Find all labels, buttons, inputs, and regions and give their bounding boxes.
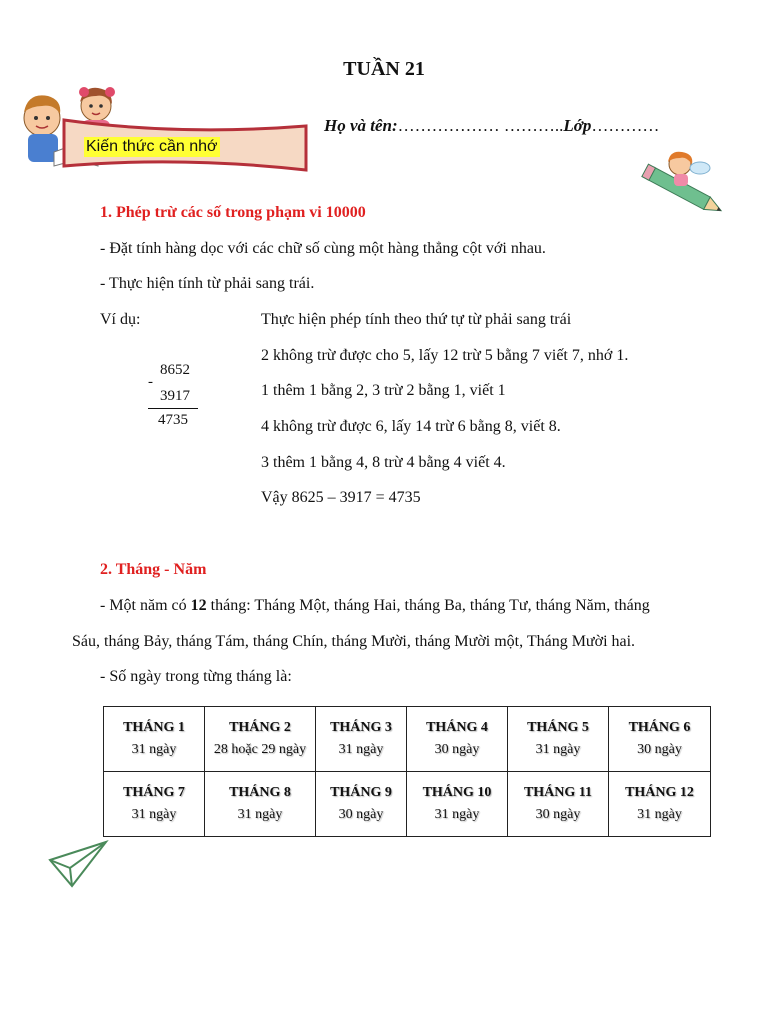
month-name: THÁNG 10 <box>422 785 492 800</box>
month-name: THÁNG 11 <box>523 785 593 800</box>
table-cell <box>104 707 205 772</box>
month-name: THÁNG 8 <box>229 785 291 800</box>
month-name: THÁNG 9 <box>330 785 392 800</box>
table-cell <box>316 772 407 837</box>
calc-minus-sign: - <box>148 374 153 390</box>
page-title: TUẦN 21 <box>343 58 425 80</box>
name-label: Họ và tên: <box>324 116 398 135</box>
rule-line-2: - Thực hiện tính từ phải sang trái. <box>100 275 315 292</box>
paper-plane-icon <box>48 838 110 890</box>
months-line-3: - Số ngày trong từng tháng là: <box>100 668 292 685</box>
section1-heading: 1. Phép trừ các số trong phạm vi 10000 <box>100 204 366 221</box>
month-name: THÁNG 4 <box>426 720 488 735</box>
step-line: Thực hiện phép tính theo thứ tự từ phải sang trái <box>261 311 572 328</box>
month-count: 12 <box>190 597 207 614</box>
month-days: 30 ngày <box>535 807 581 822</box>
month-name: THÁNG 3 <box>330 720 392 735</box>
step-conclusion: Vậy 8625 – 3917 = 4735 <box>261 489 421 506</box>
month-days: 31 ngày <box>237 807 283 822</box>
calc-minuend: 8652 <box>160 362 190 378</box>
months-line-2: Sáu, tháng Bảy, tháng Tám, tháng Chín, tháng Mười, tháng Mười một, Tháng Mười hai. <box>72 633 636 650</box>
calc-subtrahend: 3917 <box>160 388 190 404</box>
table-cell <box>205 772 316 837</box>
months-line-1 <box>100 597 650 615</box>
table-cell <box>407 772 508 837</box>
month-days: 28 hoặc 29 ngày <box>213 742 307 757</box>
month-days: 31 ngày <box>535 742 581 757</box>
table-cell <box>508 772 609 837</box>
name-blank[interactable]: ……………… ……….. <box>397 116 564 135</box>
month-days: 31 ngày <box>131 742 177 757</box>
text-span: tháng: Tháng Một, tháng Hai, tháng Ba, tháng Tư, tháng Năm, tháng <box>206 597 650 614</box>
class-label: Lớp <box>563 116 592 135</box>
calc-underline <box>148 408 198 409</box>
step-line: 2 không trừ được cho 5, lấy 12 trừ 5 bằng 7 viết 7, nhớ 1. <box>261 347 629 364</box>
section2-heading: 2. Tháng - Năm <box>100 561 207 578</box>
step-line: 4 không trừ được 6, lấy 14 trừ 6 bằng 8, viết 8. <box>261 418 561 435</box>
table-cell <box>407 707 508 772</box>
text-span: - Một năm có <box>100 597 191 614</box>
banner-title: Kiến thức cần nhớ <box>86 138 218 155</box>
rule-line-1: - Đặt tính hàng dọc với các chữ số cùng một hàng thẳng cột với nhau. <box>100 240 546 257</box>
month-days: 30 ngày <box>434 742 480 757</box>
month-days: 31 ngày <box>131 807 177 822</box>
month-days: 31 ngày <box>338 742 384 757</box>
month-days: 30 ngày <box>338 807 384 822</box>
month-days: 30 ngày <box>637 742 682 757</box>
month-days: 31 ngày <box>637 807 682 822</box>
days-per-month-table <box>103 706 711 837</box>
table-cell <box>609 707 711 772</box>
month-name: THÁNG 1 <box>123 720 185 735</box>
table-cell <box>508 707 609 772</box>
table-cell <box>316 707 407 772</box>
table-row <box>104 707 711 772</box>
month-name: THÁNG 7 <box>123 785 185 800</box>
step-line: 1 thêm 1 bằng 2, 3 trừ 2 bằng 1, viết 1 <box>261 382 506 399</box>
example-label: Ví dụ: <box>100 311 141 328</box>
month-name: THÁNG 2 <box>229 720 291 735</box>
table-cell <box>104 772 205 837</box>
month-days: 31 ngày <box>434 807 480 822</box>
month-name: THÁNG 5 <box>527 720 589 735</box>
month-name: THÁNG 12 <box>625 785 694 800</box>
girl-on-pencil-icon <box>640 146 734 214</box>
table-cell <box>609 772 711 837</box>
table-cell <box>205 707 316 772</box>
student-info-line <box>324 116 659 136</box>
class-blank[interactable]: ………… <box>591 116 660 135</box>
table-row <box>104 772 711 837</box>
month-name: THÁNG 6 <box>628 720 691 735</box>
step-line: 3 thêm 1 bằng 4, 8 trừ 4 bằng 4 viết 4. <box>261 454 506 471</box>
calc-result: 4735 <box>158 412 188 428</box>
